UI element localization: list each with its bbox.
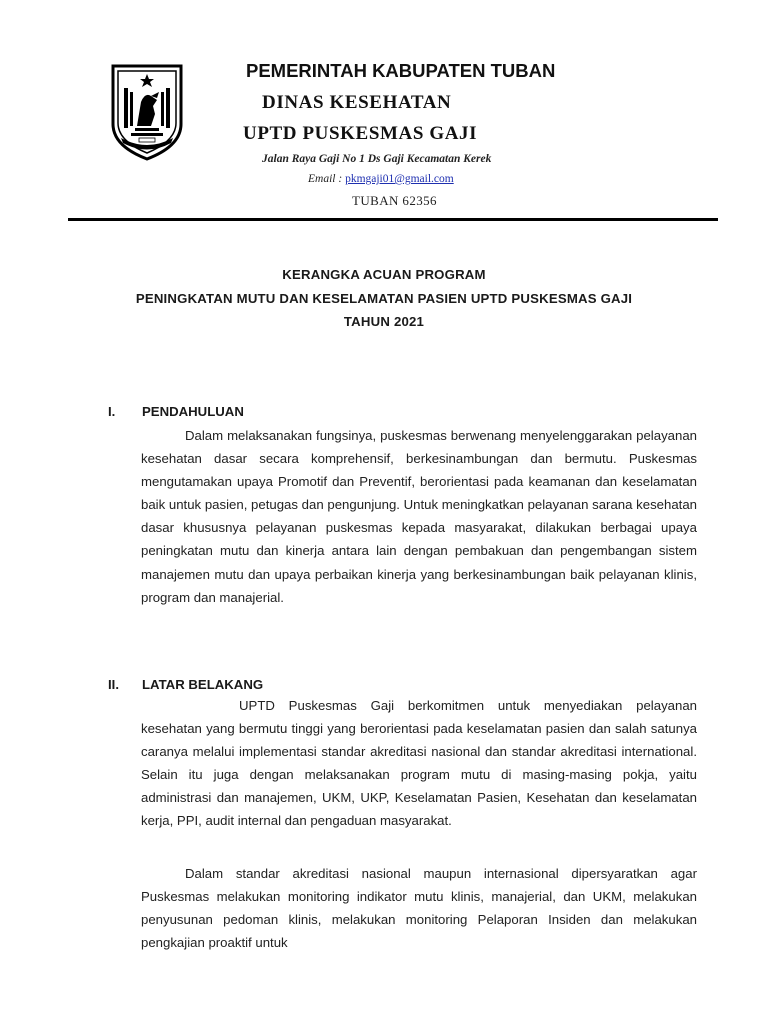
- section-2-paragraph-1: UPTD Puskesmas Gaji berkomitmen untuk menyediakan pelayanan kesehatan yang bermutu tinggi yang berorientasi pada keselamatan pasien dan salah satunya caranya melalui implementasi standar akreditasi nasional dan standar akreditasi international. Selain itu juga dengan melaksanakan program mutu di masing-masing pokja, yaitu administrasi dan manajemen, UKM, UKP, Keselamatan Pasien, Kesehatan dan keselamatan kerja, PPI, audit internal dan pengaduan masyarakat.: [141, 698, 697, 829]
- postal-line: TUBAN 62356: [352, 193, 437, 208]
- section-1-paragraph: Dalam melaksanakan fungsinya, puskesmas berwenang menyelenggarakan pelayanan kesehatan dasar secara komprehensif, berkesinambungan dan bermutu. Puskesmas mengutamakan upaya Promotif dan Preventif, berorientasi pada keamanan dan keselamatan baik untuk pasien, petugas dan pengunjung. Untuk meningkatkan pelayanan sarana kesehatan dasar khususnya pelayanan puskesmas kepada masyarakat, dilakukan berbagai upaya peningkatan mutu dan kinerja antara lain dengan pembakuan dan pengembangan sistem manajemen mutu dan upaya perbaikan kinerja yang berkesinambungan baik pelayanan klinis, program dan manajerial.: [141, 428, 697, 605]
- address-line: Jalan Raya Gaji No 1 Ds Gaji Kecamatan Kerek: [262, 153, 492, 165]
- email-line: [308, 173, 454, 185]
- section-2-number: II.: [108, 677, 119, 692]
- government-name: PEMERINTAH KABUPATEN TUBAN: [246, 60, 556, 81]
- agency-name: DINAS KESEHATAN: [262, 92, 452, 113]
- section-1-number: I.: [108, 404, 116, 419]
- email-label: Email :: [308, 173, 346, 185]
- document-title: KERANGKA ACUAN PROGRAM: [282, 267, 486, 282]
- letterhead-divider: [68, 218, 718, 221]
- document-year: TAHUN 2021: [343, 314, 425, 329]
- document-subtitle: PENINGKATAN MUTU DAN KESELAMATAN PASIEN UPTD PUSKESMAS GAJI: [135, 291, 633, 306]
- unit-name: UPTD PUSKESMAS GAJI: [243, 123, 478, 144]
- tuban-regency-emblem-logo: [107, 62, 187, 162]
- section-2-paragraph-2: Dalam standar akreditasi nasional maupun internasional dipersyaratkan agar Puskesmas melakukan monitoring indikator mutu klinis, manajerial, dan UKM, melakukan penyusunan pedoman klinis, melakukan monitoring Pelaporan Insiden dan melakukan pengkajian proaktif untuk: [141, 866, 697, 951]
- section-1-heading: PENDAHULUAN: [142, 404, 244, 419]
- section-2-heading: LATAR BELAKANG: [142, 677, 264, 692]
- email-link[interactable]: pkmgaji01@gmail.com: [345, 173, 454, 185]
